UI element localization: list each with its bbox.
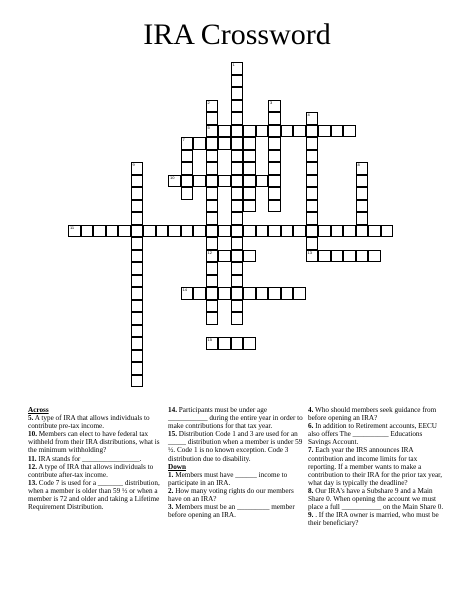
grid-cell[interactable] xyxy=(318,250,331,263)
grid-cell[interactable] xyxy=(131,162,144,175)
grid-cell[interactable] xyxy=(231,112,244,125)
cell-number: 13 xyxy=(307,249,312,255)
grid-cell[interactable] xyxy=(218,125,231,138)
grid-cell[interactable] xyxy=(268,175,281,188)
clue-number: 8. xyxy=(308,486,314,495)
clue-text: Members must be an _________ member before opening an IRA. xyxy=(168,503,295,520)
grid-cell[interactable] xyxy=(131,175,144,188)
grid-cell[interactable] xyxy=(181,287,194,300)
grid-cell[interactable] xyxy=(343,225,356,238)
grid-cell[interactable] xyxy=(243,287,256,300)
grid-cell[interactable] xyxy=(306,212,319,225)
grid-cell[interactable] xyxy=(243,225,256,238)
grid-cell[interactable] xyxy=(331,225,344,238)
grid-cell[interactable] xyxy=(281,225,294,238)
grid-cell[interactable] xyxy=(206,287,219,300)
cell-number: 1 xyxy=(232,62,235,67)
clue xyxy=(308,487,444,511)
grid-cell[interactable] xyxy=(243,187,256,200)
clue-number: 14. xyxy=(168,406,177,414)
grid-cell[interactable] xyxy=(206,137,219,150)
clue-text: Distribution Code 1 and 3 are used for an _____ distribution when a member is under 59 ½. Code 1 is no known exception. Code 3 distribution due to disability. xyxy=(168,430,303,463)
grid-cell[interactable] xyxy=(268,162,281,175)
grid-cell[interactable] xyxy=(231,225,244,238)
grid-cell[interactable] xyxy=(206,262,219,275)
grid-cell[interactable] xyxy=(231,175,244,188)
grid-cell[interactable] xyxy=(118,225,131,238)
grid-cell[interactable] xyxy=(231,75,244,88)
grid-cell[interactable] xyxy=(206,200,219,213)
grid-cell[interactable] xyxy=(231,100,244,113)
grid-cell[interactable] xyxy=(106,225,119,238)
grid-cell[interactable] xyxy=(306,237,319,250)
cell-number: 12 xyxy=(207,249,212,255)
grid-cell[interactable] xyxy=(306,200,319,213)
grid-cell[interactable] xyxy=(231,262,244,275)
grid-cell[interactable] xyxy=(231,237,244,250)
grid-cell[interactable] xyxy=(193,225,206,238)
grid-cell[interactable] xyxy=(131,200,144,213)
grid-cell[interactable] xyxy=(331,250,344,263)
grid-cell[interactable] xyxy=(268,225,281,238)
grid-cell[interactable] xyxy=(131,300,144,313)
grid-cell[interactable] xyxy=(193,287,206,300)
grid-cell[interactable] xyxy=(256,225,269,238)
clue-number: 11. xyxy=(28,454,37,463)
grid-cell[interactable] xyxy=(256,287,269,300)
grid-cell[interactable] xyxy=(131,350,144,363)
clue-number: 15. xyxy=(168,430,177,439)
grid-cell[interactable] xyxy=(231,337,244,350)
clue-text: Who should members seek guidance from before opening an IRA? xyxy=(308,406,437,423)
grid-cell[interactable] xyxy=(306,162,319,175)
grid-cell[interactable] xyxy=(243,250,256,263)
grid-cell[interactable] xyxy=(268,112,281,125)
grid-cell[interactable] xyxy=(131,212,144,225)
clue-number: 5. xyxy=(28,414,34,423)
cell-number: 3 xyxy=(270,99,273,105)
grid-cell[interactable] xyxy=(243,137,256,150)
grid-cell[interactable] xyxy=(306,175,319,188)
clue xyxy=(168,487,303,503)
clue xyxy=(168,406,303,430)
grid-cell[interactable] xyxy=(231,312,244,325)
grid-cell[interactable] xyxy=(206,112,219,125)
cell-number: 7 xyxy=(182,137,185,142)
clue-text: Members must have ______ income to participate in an IRA. xyxy=(168,470,288,487)
down-heading: Down xyxy=(168,462,186,471)
grid-cell[interactable] xyxy=(231,275,244,288)
grid-cell[interactable] xyxy=(343,125,356,138)
clue-number: 12. xyxy=(28,462,37,471)
grid-cell[interactable] xyxy=(206,150,219,163)
grid-cell[interactable] xyxy=(131,187,144,200)
grid-cell[interactable] xyxy=(168,175,181,188)
clue xyxy=(308,511,444,527)
grid-cell[interactable] xyxy=(318,125,331,138)
grid-cell[interactable] xyxy=(231,87,244,100)
grid-cell[interactable] xyxy=(306,225,319,238)
grid-cell[interactable] xyxy=(318,225,331,238)
cell-number: 9 xyxy=(132,162,135,167)
grid-cell[interactable] xyxy=(206,212,219,225)
clues-column-3 xyxy=(308,406,444,527)
grid-cell[interactable] xyxy=(306,125,319,138)
clue-text: Each year the IRS announces IRA contribution and income limits for tax reporting. If a member wants to make a contribution to their IRA for the prior tax year, what day is typically the deadline? xyxy=(308,446,443,487)
clue-number: 3. xyxy=(168,503,174,512)
grid-cell[interactable] xyxy=(356,250,369,263)
grid-cell[interactable] xyxy=(206,225,219,238)
grid-cell[interactable] xyxy=(181,162,194,175)
grid-cell[interactable] xyxy=(256,125,269,138)
clue-number: 13. xyxy=(28,478,37,487)
grid-cell[interactable] xyxy=(131,337,144,350)
clue xyxy=(28,479,163,511)
grid-cell[interactable] xyxy=(268,187,281,200)
grid-cell[interactable] xyxy=(306,137,319,150)
clue-text: In addition to Retirement accounts, EECU also offers The __________ Educations Savings Account. xyxy=(308,422,437,447)
clues-section xyxy=(0,406,474,606)
cell-number: 5 xyxy=(207,124,210,130)
grid-cell[interactable] xyxy=(293,125,306,138)
grid-cell[interactable] xyxy=(218,337,231,350)
grid-cell[interactable] xyxy=(131,362,144,375)
clue-text: How many voting rights do our members have on an IRA? xyxy=(168,486,294,504)
across-heading: Across xyxy=(28,406,49,414)
grid-cell[interactable] xyxy=(356,225,369,238)
grid-cell[interactable] xyxy=(206,187,219,200)
grid-cell[interactable] xyxy=(231,125,244,138)
cell-number: 10 xyxy=(170,174,175,180)
clue-text: Code 7 is used for a _______ distribution, when a member is older than 59 ½ or when a member is 72 and older and taking a Lifetime Requirement Distribution. xyxy=(28,478,160,512)
clue-text: Our IRA's have a Subshare 9 and a Main Share 0. When opening the account we must place a full ___________ on the Main Share 0. xyxy=(308,486,444,512)
grid-cell[interactable] xyxy=(181,150,194,163)
grid-cell[interactable] xyxy=(243,337,256,350)
grid-cell[interactable] xyxy=(168,225,181,238)
grid-cell[interactable] xyxy=(343,250,356,263)
grid-cell[interactable] xyxy=(131,250,144,263)
grid-cell[interactable] xyxy=(131,287,144,300)
grid-cell[interactable] xyxy=(268,125,281,138)
clue-number: 2. xyxy=(168,486,174,495)
grid-cell[interactable] xyxy=(243,150,256,163)
grid-cell[interactable] xyxy=(243,175,256,188)
clue xyxy=(28,414,163,430)
clues-column-2 xyxy=(168,406,303,519)
grid-cell[interactable] xyxy=(206,125,219,138)
grid-cell[interactable] xyxy=(218,137,231,150)
grid-cell[interactable] xyxy=(306,112,319,125)
grid-cell[interactable] xyxy=(131,312,144,325)
grid-cell[interactable] xyxy=(268,200,281,213)
clue xyxy=(168,503,303,519)
grid-cell[interactable] xyxy=(181,175,194,188)
grid-cell[interactable] xyxy=(268,150,281,163)
grid-cell[interactable] xyxy=(156,225,169,238)
grid-cell[interactable] xyxy=(231,200,244,213)
clue-text: . If the IRA owner is married, who must be their beneficiary? xyxy=(308,511,439,528)
clue xyxy=(28,463,163,479)
cell-number: 2 xyxy=(207,99,210,105)
clue xyxy=(28,455,163,463)
grid-cell[interactable] xyxy=(206,337,219,350)
grid-cell[interactable] xyxy=(218,287,231,300)
grid-cell[interactable] xyxy=(306,187,319,200)
grid-cell[interactable] xyxy=(231,137,244,150)
grid-cell[interactable] xyxy=(293,225,306,238)
clue xyxy=(168,430,303,462)
grid-cell[interactable] xyxy=(306,250,319,263)
grid-cell[interactable] xyxy=(218,250,231,263)
grid-cell[interactable] xyxy=(356,212,369,225)
grid-cell[interactable] xyxy=(268,100,281,113)
grid-cell[interactable] xyxy=(181,137,194,150)
cell-number: 11 xyxy=(70,224,75,230)
clue-number: 4. xyxy=(308,406,314,414)
grid-cell[interactable] xyxy=(181,225,194,238)
grid-cell[interactable] xyxy=(93,225,106,238)
grid-cell[interactable] xyxy=(356,200,369,213)
grid-cell[interactable] xyxy=(193,137,206,150)
clue-text: A type of IRA that allows individuals to contribute after-tax income. xyxy=(28,462,154,479)
grid-cell[interactable] xyxy=(231,250,244,263)
grid-cell[interactable] xyxy=(306,150,319,163)
grid-cell[interactable] xyxy=(243,200,256,213)
clue-number: 1. xyxy=(168,470,174,479)
clue-number: 7. xyxy=(308,446,314,455)
grid-cell[interactable] xyxy=(356,162,369,175)
clue xyxy=(308,446,444,486)
grid-cell[interactable] xyxy=(356,175,369,188)
grid-cell[interactable] xyxy=(131,375,144,388)
page-title: IRA Crossword xyxy=(143,18,331,51)
grid-cell[interactable] xyxy=(206,100,219,113)
grid-cell[interactable] xyxy=(381,225,394,238)
grid-cell[interactable] xyxy=(206,275,219,288)
grid-cell[interactable] xyxy=(356,187,369,200)
grid-cell[interactable] xyxy=(218,225,231,238)
clue xyxy=(168,471,303,487)
grid-cell[interactable] xyxy=(231,287,244,300)
grid-cell[interactable] xyxy=(131,325,144,338)
grid-cell[interactable] xyxy=(243,125,256,138)
grid-cell[interactable] xyxy=(131,237,144,250)
clue xyxy=(308,406,444,422)
cell-number: 8 xyxy=(357,162,360,167)
grid-cell[interactable] xyxy=(206,175,219,188)
clues-column-1 xyxy=(28,406,163,511)
grid-cell[interactable] xyxy=(368,250,381,263)
grid-cell[interactable] xyxy=(281,287,294,300)
grid-cell[interactable] xyxy=(206,250,219,263)
grid-cell[interactable] xyxy=(368,225,381,238)
grid-cell[interactable] xyxy=(206,312,219,325)
grid-cell[interactable] xyxy=(143,225,156,238)
grid-cell[interactable] xyxy=(231,62,244,75)
grid-cell[interactable] xyxy=(231,212,244,225)
clue-text: A type of IRA that allows individuals to contribute pre-tax income. xyxy=(28,414,150,431)
grid-cell[interactable] xyxy=(256,175,269,188)
grid-cell[interactable] xyxy=(293,287,306,300)
grid-cell[interactable] xyxy=(268,287,281,300)
cell-number: 4 xyxy=(307,112,310,117)
grid-cell[interactable] xyxy=(268,137,281,150)
grid-cell[interactable] xyxy=(218,175,231,188)
grid-cell[interactable] xyxy=(231,150,244,163)
grid-cell[interactable] xyxy=(231,187,244,200)
grid-cell[interactable] xyxy=(206,300,219,313)
grid-cell[interactable] xyxy=(181,187,194,200)
grid-cell[interactable] xyxy=(131,225,144,238)
grid-cell[interactable] xyxy=(206,162,219,175)
clue-text: Participants must be under age ___________ during the entire year in order to make contributions for that tax year. xyxy=(168,406,303,431)
grid-cell[interactable] xyxy=(206,237,219,250)
clue-text: IRA stands for ________________. xyxy=(36,454,142,463)
grid-cell[interactable] xyxy=(243,162,256,175)
clue xyxy=(308,422,444,446)
grid-cell[interactable] xyxy=(331,125,344,138)
grid-cell[interactable] xyxy=(231,162,244,175)
grid-cell[interactable] xyxy=(68,225,81,238)
clue-number: 6. xyxy=(308,422,314,431)
grid-cell[interactable] xyxy=(193,175,206,188)
clue-number: 9. xyxy=(308,511,314,520)
clue-number: 10. xyxy=(28,430,37,439)
grid-cell[interactable] xyxy=(281,125,294,138)
cell-number: 14 xyxy=(182,287,187,292)
grid-cell[interactable] xyxy=(131,262,144,275)
grid-cell[interactable] xyxy=(231,300,244,313)
clue xyxy=(28,430,163,454)
grid-cell[interactable] xyxy=(131,275,144,288)
cell-number: 15 xyxy=(207,337,212,342)
grid-cell[interactable] xyxy=(81,225,94,238)
clue-text: Members can elect to have federal tax withheld from their IRA distributions, what is the minimum withholding? xyxy=(28,430,160,455)
